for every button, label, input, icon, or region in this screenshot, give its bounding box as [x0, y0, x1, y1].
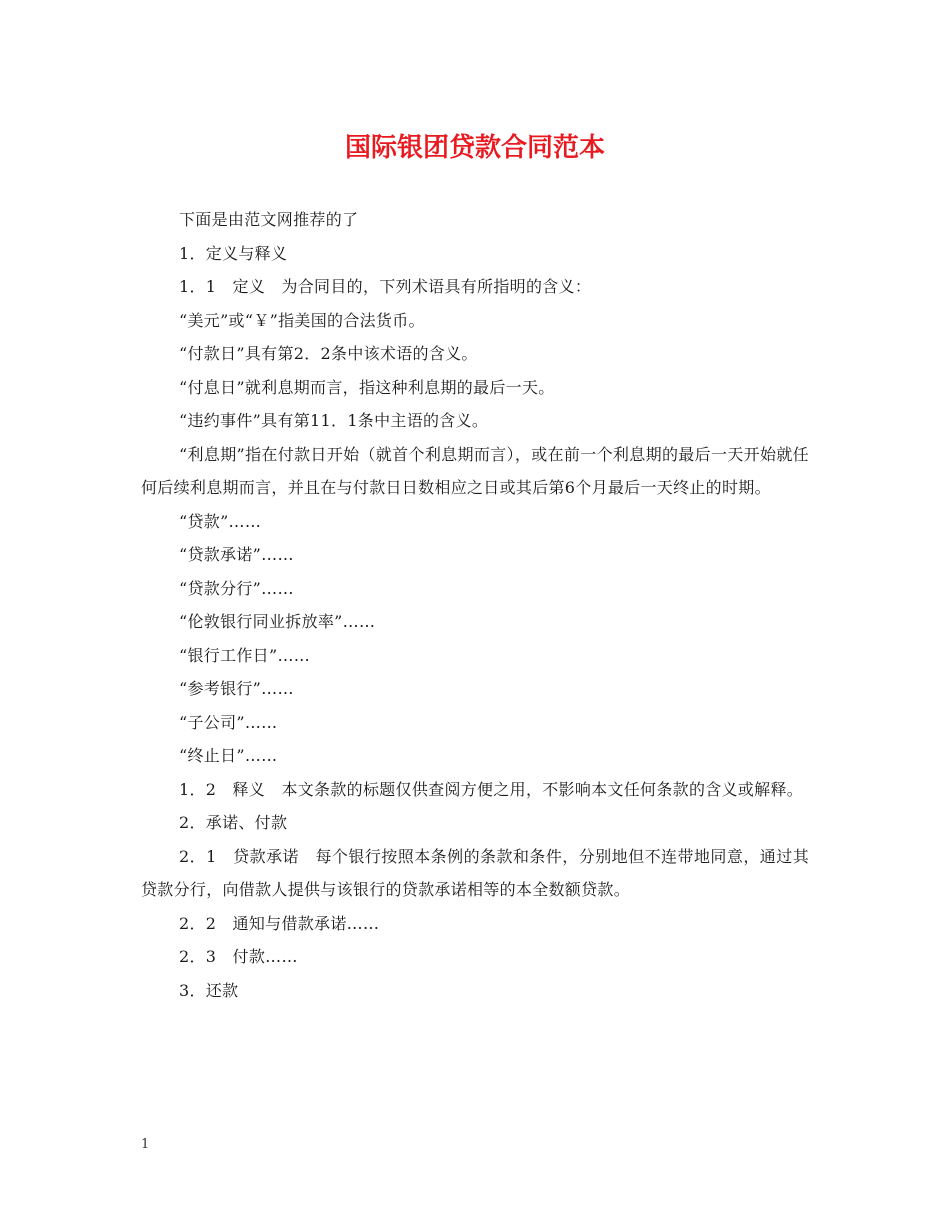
definition-business-day: “银行工作日”……	[179, 645, 311, 665]
definition-lending-branch: “贷款分行”……	[179, 578, 294, 598]
clause-2-3: 2．3 付款……	[179, 947, 298, 966]
document-title: 国际银团贷款合同范本	[344, 133, 605, 163]
definition-reference-bank: “参考银行”……	[179, 679, 294, 698]
definition-libor: “伦敦银行同业拆放率”……	[179, 612, 376, 631]
definition-loan: “贷款”……	[179, 511, 262, 531]
clause-2-1: 2．1 贷款承诺 每个银行按照本条例的条款和条件，分别地但不连带地同意，通过其贷款分行，向借款人提供与该银行的贷款承诺相等的本全数额贷款。	[141, 846, 809, 899]
clause-1-2: 1．2 释义 本文条款的标题仅供查阅方便之用，不影响本文任何条款的含义或解释。	[179, 779, 804, 799]
clause-1-1: 1．1 定义 为合同目的，下列术语具有所指明的含义：	[179, 277, 592, 296]
definition-dollar: “美元”或“￥”指美国的合法货币。	[179, 310, 425, 330]
paragraph-intro: 下面是由范文网推荐的了	[179, 210, 359, 229]
section-heading-2: 2．承诺、付款	[179, 813, 288, 832]
document-body	[141, 203, 809, 1007]
definition-termination-date: “终止日”……	[179, 746, 278, 765]
section-heading-3: 3．还款	[179, 980, 239, 1000]
definition-interest-period: “利息期”指在付款日开始（就首个利息期而言），或在前一个利息期的最后一天开始就任何后续利息期而言，并且在与付款日日数相应之日或其后第6个月最后一天终止的时期。	[141, 444, 809, 497]
section-heading-1: 1．定义与释义	[179, 243, 288, 263]
definition-loan-commitment: “贷款承诺”……	[179, 545, 294, 564]
definition-subsidiary: “子公司”……	[179, 712, 278, 732]
definition-payment-date: “付款日”具有第2．2条中该术语的含义。	[179, 344, 478, 363]
definition-interest-payment-date: “付息日”就利息期而言，指这种利息期的最后一天。	[179, 377, 555, 397]
definition-event-of-default: “违约事件”具有第11．1条中主语的含义。	[179, 411, 489, 430]
clause-2-2: 2．2 通知与借款承诺……	[179, 913, 380, 933]
page-number: 1	[141, 1137, 150, 1152]
